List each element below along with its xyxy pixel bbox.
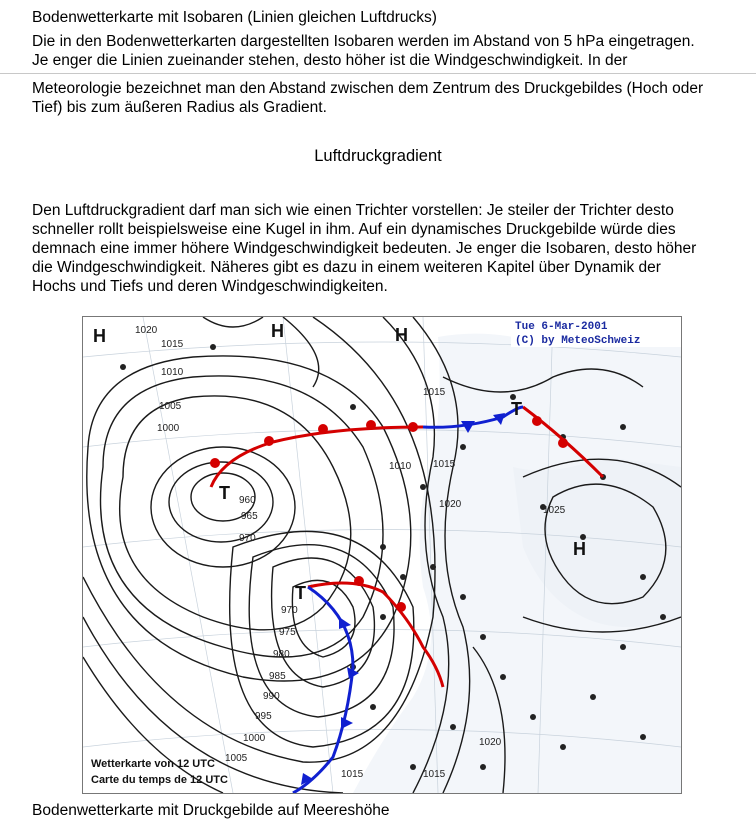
isobar-label: 1025 <box>543 505 566 516</box>
isobar-label: 1020 <box>135 325 158 336</box>
isobar-label: 960 <box>239 495 256 506</box>
intro-line-3: Meteorologie bezeichnet man den Abstand zwischen dem Zentrum des Druckgebildes (Hoch oder <box>32 80 704 97</box>
isobar-label: 1015 <box>161 339 184 350</box>
low-label-1: T <box>219 483 230 503</box>
isobar-label: 975 <box>279 627 296 638</box>
paragraph-line-4: die Windgeschwindigkeit. Näheres gibt es dazu in einem weiteren Kapitel über Dynamik der <box>32 259 661 276</box>
isobar-label: 990 <box>263 691 280 702</box>
isobar-label: 980 <box>273 649 290 660</box>
high-label-4: H <box>573 539 586 559</box>
paragraph-line-2: schneller rollt beispielsweise eine Kugel in ihm. Auf ein dynamisches Druckgebilde würde dies <box>32 221 676 238</box>
isobar-label: 1015 <box>341 769 364 780</box>
divider <box>0 73 756 74</box>
map-date: Tue 6-Mar-2001 <box>515 321 608 333</box>
isobar-label: 995 <box>255 711 272 722</box>
isobar-label: 1005 <box>225 753 248 764</box>
isobar-label: 1015 <box>423 387 446 398</box>
high-label-1: H <box>93 326 106 346</box>
paragraph-line-3: demnach eine immer höhere Windgeschwindigkeit bedeuten. Je enger die Isobaren, desto höher <box>32 240 697 257</box>
weather-map <box>82 316 682 794</box>
map-legend-fr: Carte du temps de 12 UTC <box>91 774 228 786</box>
high-label-2: H <box>271 321 284 341</box>
isobar-label: 1000 <box>157 423 180 434</box>
isobar-label: 970 <box>281 605 298 616</box>
isobar-label: 1010 <box>389 461 412 472</box>
isobar-label: 1020 <box>439 499 462 510</box>
isobar-label: 1010 <box>161 367 184 378</box>
intro-title: Bodenwetterkarte mit Isobaren (Linien gleichen Luftdrucks) <box>32 9 437 26</box>
isobar-label: 1020 <box>479 737 502 748</box>
map-legend-de: Wetterkarte von 12 UTC <box>91 758 215 770</box>
isobar-label: 1000 <box>243 733 266 744</box>
isobar-label: 1015 <box>433 459 456 470</box>
weather-map-svg <box>83 317 681 793</box>
low-label-2: T <box>295 583 306 603</box>
isobar-label: 1005 <box>159 401 182 412</box>
high-label-3: H <box>395 325 408 345</box>
map-caption: Bodenwetterkarte mit Druckgebilde auf Meereshöhe <box>32 802 390 819</box>
isobar-label: 1015 <box>423 769 446 780</box>
isobar-label: 985 <box>269 671 286 682</box>
intro-line-2: Je enger die Linien zueinander stehen, desto höher ist die Windgeschwindigkeit. In der <box>32 52 628 69</box>
paragraph-line-1: Den Luftdruckgradient darf man sich wie einen Trichter vorstellen: Je steiler der Trichter desto <box>32 202 674 219</box>
paragraph-line-5: Hochs und Tiefs und deren Windgeschwindigkeiten. <box>32 278 388 295</box>
isobar-label: 970 <box>239 533 256 544</box>
section-heading: Luftdruckgradient <box>314 147 442 165</box>
intro-line-4: Tief) bis zum äußeren Radius als Gradient. <box>32 99 327 116</box>
map-credit: (C) by MeteoSchweiz <box>515 335 641 347</box>
isobar-label: 965 <box>241 511 258 522</box>
low-label-3: T <box>511 399 522 419</box>
intro-line-1: Die in den Bodenwetterkarten dargestellten Isobaren werden im Abstand von 5 hPa eingetragen. <box>32 33 695 50</box>
